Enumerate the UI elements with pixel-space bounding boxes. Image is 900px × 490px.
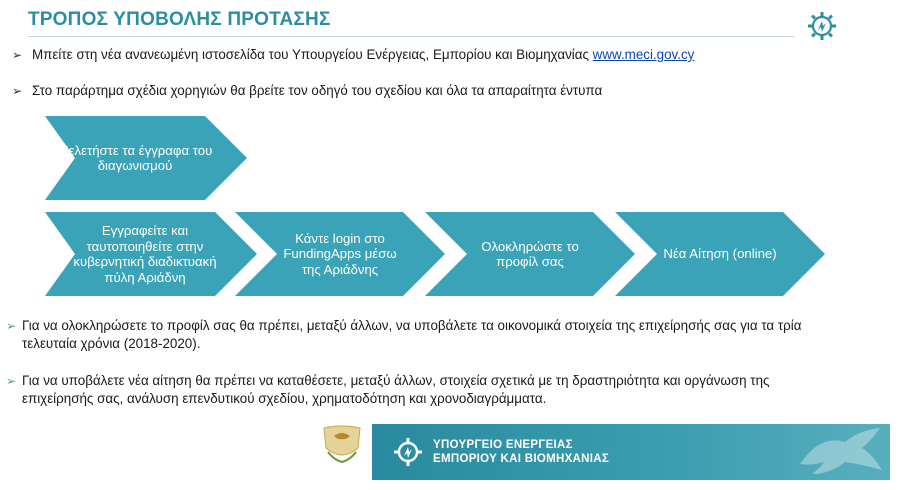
intro-bullet-website [12,46,694,64]
intro-text: Μπείτε στη νέα ανανεωμένη ιστοσελίδα του Υπουργείου Ενέργειας, Εμπορίου και Βιομηχανίας [32,47,593,62]
note-application [6,372,836,408]
step-new-application [615,212,825,296]
note-text: Για να υποβάλετε νέα αίτηση θα πρέπει να καταθέσετε, μεταξύ άλλων, στοιχεία σχετικά με τη δραστηριότητα και οργάνωση της επιχείρησής σας, ανάλυση επενδυτικού σχεδίου, χρηματοδότηση και χρονοδιαγράμματα. [22,373,770,406]
ministry-name [433,438,609,466]
ministry-footer-banner [372,424,890,480]
annex-text: Στο παράρτημα σχέδια χορηγιών θα βρείτε τον οδηγό του σχεδίου και όλα τα απαραίτητα έντυπα [32,83,603,98]
step-complete-profile [425,212,635,296]
arrow-bullet-icon: ➢ [12,84,23,98]
arrow-bullet-icon: ➢ [12,48,23,62]
arrow-bullet-icon: ➢ [6,374,17,388]
ministry-line1: ΥΠΟΥΡΓΕΙΟ ΕΝΕΡΓΕΙΑΣ [433,439,573,451]
dove-watermark-icon [790,424,890,480]
step-label: Μελετήστε τα έγγραφα του διαγωνισμού [57,142,213,173]
step-label: Νέα Αίτηση (online) [663,246,777,262]
ministry-line2: ΕΜΠΟΡΙΟΥ ΚΑΙ ΒΙΟΜΗΧΑΝΙΑΣ [433,453,610,465]
gear-icon [806,10,838,42]
cyprus-crest-icon [318,418,366,466]
step-label: Εγγραφείτε και ταυτοποιηθείτε στην κυβερνητική διαδικτυακή πύλη Αριάδνη [73,223,217,285]
step-login-fundingapps [235,212,445,296]
step-label: Ολοκληρώστε το προφίλ σας [481,238,579,269]
page-title: ΤΡΟΠΟΣ ΥΠΟΒΟΛΗΣ ΠΡΟΤΑΣΗΣ [28,9,331,30]
note-profile [6,317,836,353]
step-study-documents [45,116,247,200]
intro-bullet-annex [12,82,602,100]
note-text: Για να ολοκληρώσετε το προφίλ σας θα πρέπει, μεταξύ άλλων, να υποβάλετε τα οικονομικά στοιχεία της επιχείρησής σας για τα τρία τελευταία χρόνια (2018-2020). [22,318,802,351]
title-divider [28,36,794,37]
step-register-ariadne [45,212,257,296]
arrow-bullet-icon: ➢ [6,319,17,333]
step-label: Κάντε login στο FundingApps μέσω της Αριάδνης [283,230,397,277]
ministry-gear-icon [392,436,424,468]
ministry-website-link[interactable]: www.meci.gov.cy [592,47,695,62]
